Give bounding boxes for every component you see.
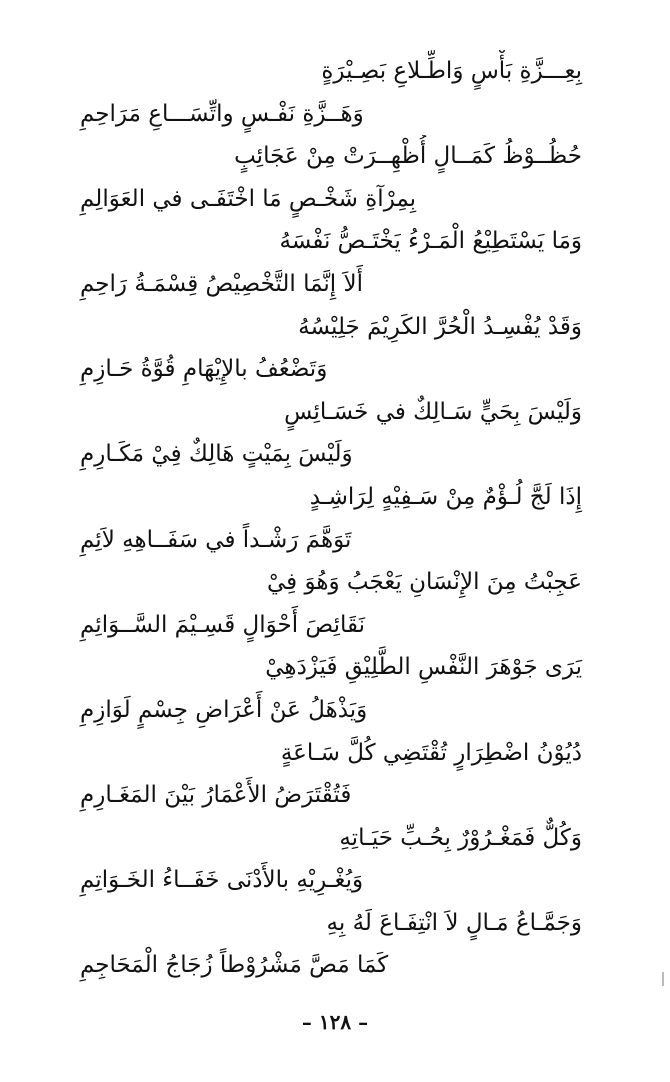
poem-line: وَلَيْسَ بِحَيٍّ سَـالِكٌ في خَسَـائِسٍ xyxy=(284,398,582,425)
poem-line: فَتُقْتَرَضُ الأَعْمَارُ بَيْنَ المَغَـارِمِ xyxy=(80,782,352,809)
poem-line: بِمِرْآةِ شَخْـصٍ مَا اخْتَفَـى في العَوَالِمِ xyxy=(80,185,417,212)
poem-body xyxy=(40,50,630,987)
poem-line: وَقَدْ يُفْسِـدُ الْحُرَّ الكَرِيْمَ جَلِيْسُهُ xyxy=(298,313,582,340)
poem-line: أَلاَ إِنَّمَا التَّخْصِيْصُ قِسْمَـةُ رَاحِمِ xyxy=(80,270,363,297)
poem-line: يَرَى جَوْهَرَ النَّفْسِ الطَّلِيْقِ فَيَزْدَهِيْ xyxy=(265,654,582,681)
poem-line: بِعِـــزَّةِ بَأْسٍ وَاطِّـلاعِ بَصِـيْرَةٍ xyxy=(321,58,582,84)
poem-line: كَمَا مَصَّ مَشْرُوْطاً زُجَاجُ الْمَحَاجِمِ xyxy=(80,952,389,979)
poem-line: إِذَا لَجَّ لُـؤْمٌ مِنْ سَـفِيْهٍ لِرَاشِـدٍ xyxy=(309,483,582,510)
poem-line: حُظُــوْظُ كَمَــالٍ أُظْهِــرَتْ مِنْ عَجَائِبٍ xyxy=(234,143,582,170)
poem-line: وَتَضْعُفُ بالإِيْهَامِ قُوَّةُ حَـازِمِ xyxy=(80,356,328,383)
poem-line: وَيَذْهَلُ عَنْ أَعْرَاضِ جِسْمٍ لَوَازِمِ xyxy=(80,696,368,723)
poem-line: نَقَائِصَ أَحْوَالٍ قَسِـيْمَ السَّــوَائِمِ xyxy=(80,611,366,638)
poem-line: وَكُلٌّ فَمَغْـرُوْرٌ بِحُـبِّ حَيَـاتِهِ xyxy=(339,824,582,851)
scan-edge-mark xyxy=(662,972,664,986)
poem-line: تَوَهَّمَ رَشْـداً في سَفَــاهِهِ لاَئِمِ xyxy=(80,526,352,553)
poem-line: وَيُغْـرِيْهِ بالأَدْنَى خَفَــاءُ الخَـوَاتِمِ xyxy=(80,867,364,894)
poem-line: وَلَيْسَ بِمَيْتٍ هَالِكٌ فِيْ مَكَـارِمِ xyxy=(80,441,353,468)
poem-line: وَمَا يَسْتَطِيْعُ الْمَـرْءُ يَخْتَـصُّ نَفْسَهُ xyxy=(279,228,582,255)
poem-line: عَجِبْتُ مِنَ الإِنْسَانِ يَعْجَبُ وَهُوَ فِيْ xyxy=(266,569,582,596)
page-number: – ١٢٨ – xyxy=(301,1010,369,1034)
poem-line: وَهَــزَّةِ نَفْـسٍ واتِّسَـــاعِ مَرَاحِمِ xyxy=(80,100,364,127)
poem-line: دُيُوْنُ اضْطِرَارٍ تُقْتَضِي كُلَّ سَـاعَةٍ xyxy=(280,739,582,766)
poem-line: وَجَمَّـاعُ مَـالٍ لاَ انْتِفَـاعَ لَهُ بِهِ xyxy=(326,909,582,936)
